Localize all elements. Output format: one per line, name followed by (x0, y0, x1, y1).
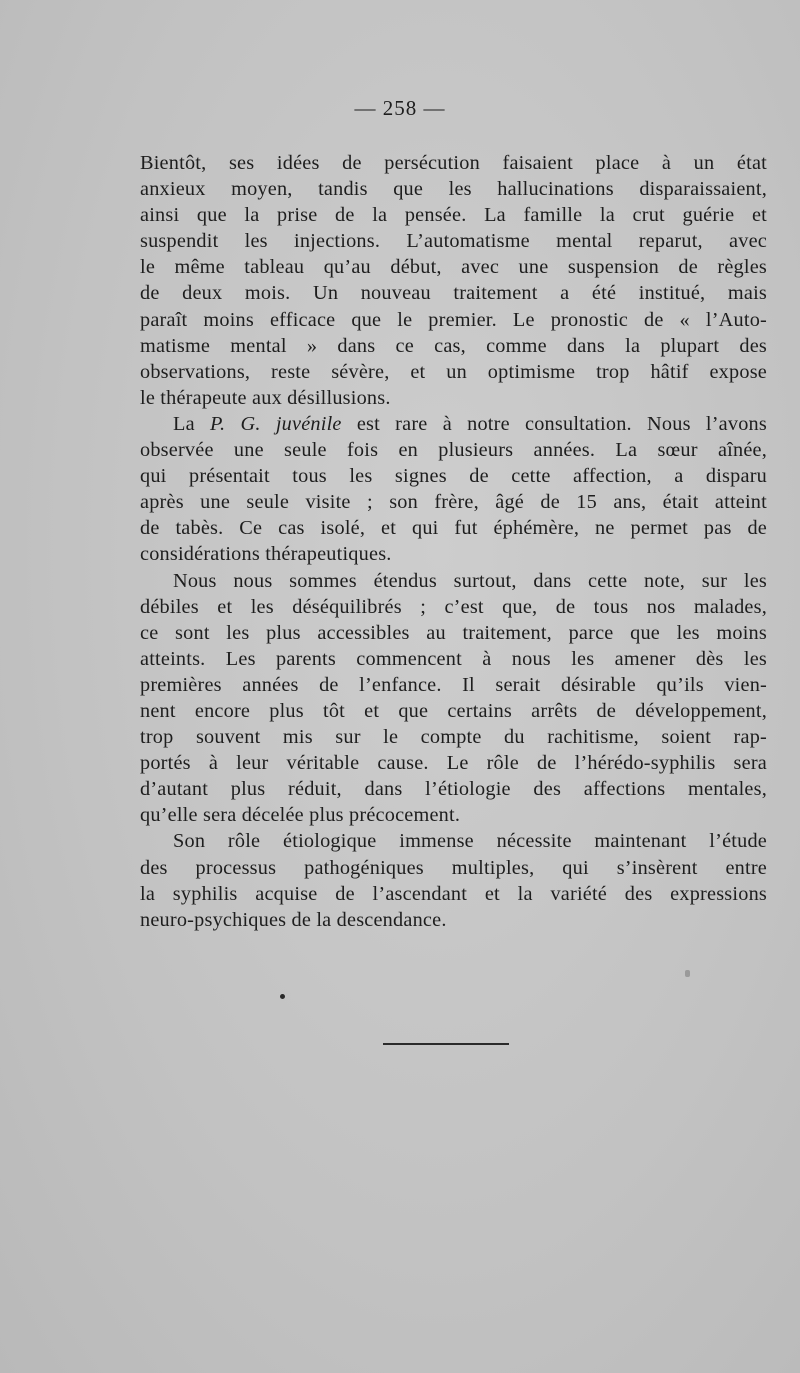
text-line: premières années de l’enfance. Il serait désirable qu’ils vien- (140, 673, 767, 696)
text-line: qui présentait tous les signes de cette affection, a disparu (140, 465, 767, 488)
ink-dot (280, 994, 285, 999)
text-line: nent encore plus tôt et que certains arrêts de développement, (140, 699, 767, 722)
text-line: paraît moins efficace que le premier. Le pronostic de « l’Auto- (140, 308, 767, 331)
text-line: débiles et les déséquilibrés ; c’est que, de tous nos malades, (140, 595, 767, 618)
text-line: portés à leur véritable cause. Le rôle de l’hérédo-syphilis sera (140, 752, 767, 775)
end-rule (383, 1043, 509, 1045)
text-line: ce sont les plus accessibles au traitement, parce que les moins (140, 621, 767, 644)
text-line: après une seule visite ; son frère, âgé de 15 ans, était atteint (140, 491, 767, 514)
italic-term: P. G. juvénile (210, 412, 342, 435)
text-line: suspendit les injections. L’automatisme mental reparut, avec (140, 230, 767, 253)
text-line: anxieux moyen, tandis que les hallucinations disparaissaient, (140, 178, 767, 201)
text-line: ainsi que la prise de la pensée. La famille la crut guérie et (140, 204, 767, 227)
text-line: Son rôle étiologique immense nécessite maintenant l’étude (173, 830, 767, 853)
text-line: matisme mental » dans ce cas, comme dans la plupart des (140, 334, 767, 357)
body-text (140, 150, 767, 933)
text-fragment: est rare à notre consultation. Nous l’avons (341, 412, 767, 435)
text-line: observée une seule fois en plusieurs années. La sœur aînée, (140, 439, 767, 462)
paper-speck (685, 970, 690, 977)
text-line: qu’elle sera décelée plus précocement. (140, 804, 461, 827)
text-line: observations, reste sévère, et un optimisme trop hâtif expose (140, 360, 767, 383)
text-line: de deux mois. Un nouveau traitement a été institué, mais (140, 282, 767, 305)
text-line: neuro-psychiques de la descendance. (140, 908, 447, 931)
text-line: le même tableau qu’au début, avec une suspension de règles (140, 256, 767, 279)
text-line: Bientôt, ses idées de persécution faisaient place à un état (140, 152, 767, 174)
text-line: le thérapeute aux désillusions. (140, 386, 391, 409)
text-line: atteints. Les parents commencent à nous les amener dès les (140, 647, 767, 670)
text-line: d’autant plus réduit, dans l’étiologie des affections mentales, (140, 778, 767, 801)
text-line: trop souvent mis sur le compte du rachitisme, soient rap- (140, 726, 767, 749)
text-line: la syphilis acquise de l’ascendant et la variété des expressions (140, 882, 767, 905)
text-line (140, 411, 767, 437)
text-fragment: La (173, 412, 211, 435)
page-number: — 258 — (354, 96, 446, 120)
text-line: des processus pathogéniques multiples, qui s’insèrent entre (140, 856, 767, 879)
text-line: Nous nous sommes étendus surtout, dans cette note, sur les (173, 569, 767, 592)
text-line: de tabès. Ce cas isolé, et qui fut éphémère, ne permet pas de (140, 517, 767, 540)
text-line: considérations thérapeutiques. (140, 543, 392, 566)
